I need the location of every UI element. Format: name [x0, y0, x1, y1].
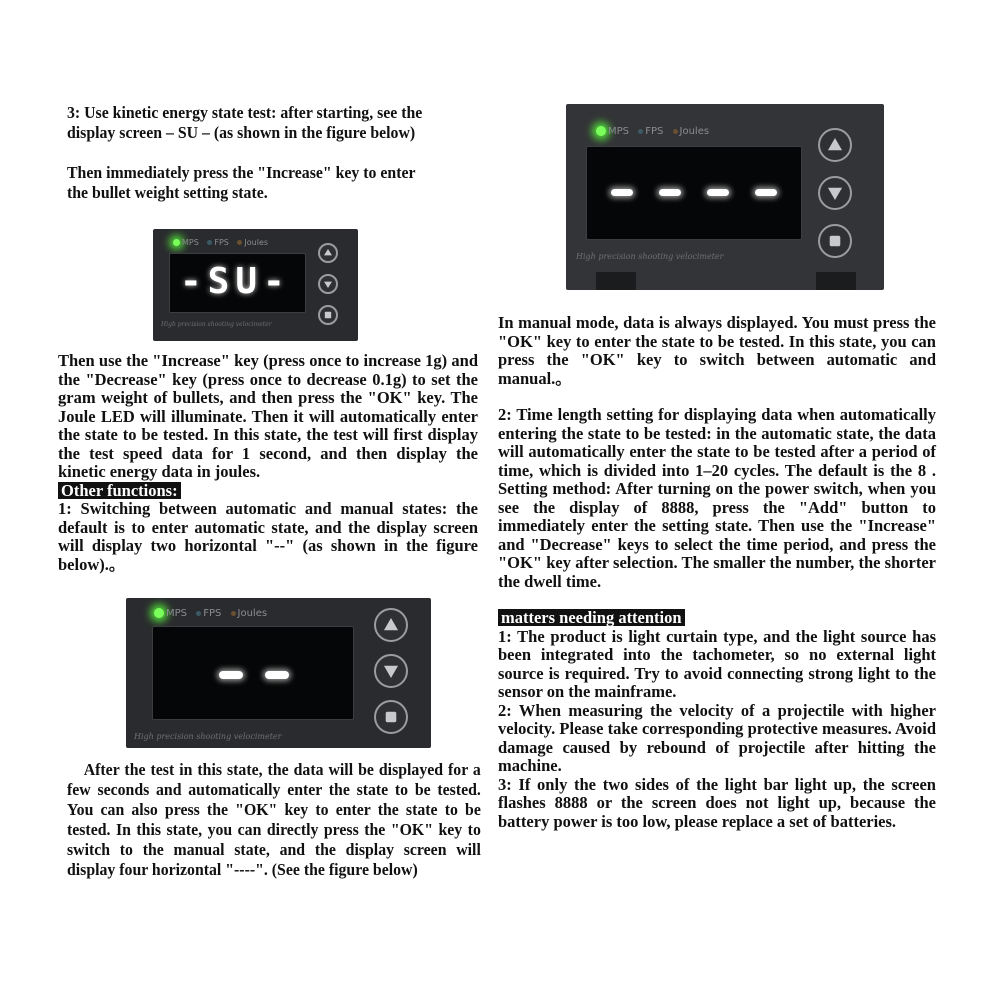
display-dash — [219, 671, 243, 679]
intro-line-1: 3: Use kinetic energy state test: after starting, see the — [67, 103, 423, 122]
intro-line-2: display screen – SU – (as shown in the figure below) — [67, 123, 416, 142]
time-length-text: 2: Time length setting for displaying data when automatically entering the state to be tested: in the automatic state, the data will automatically enter the state to be tested after a period of time, which is divided into 1–20 cycles. The default is the 8 . Setting method: After turning on the power switch, when you see the display of 8888, press the "Add" button to immediately enter the setting state. Then use the "Increase" and "Decrease" keys to select the time period, and press the "OK" key after selection. The smaller the number, the shorter the dwell time. — [498, 405, 936, 591]
decrease-button[interactable] — [374, 654, 408, 688]
display-screen — [152, 626, 354, 720]
device-photo-four-dashes — [566, 104, 884, 290]
decrease-button[interactable] — [818, 176, 852, 210]
mps-led-icon — [154, 608, 164, 618]
device-foot — [816, 272, 856, 290]
display-dash — [265, 671, 289, 679]
fps-led-icon — [196, 611, 201, 616]
manual-mode-text: In manual mode, data is always displayed. You must press the "OK" key to enter the state to be tested. In this state, you can press the "OK" key to switch between automatic and manual.。 — [498, 313, 936, 388]
other-functions-heading: Other functions: — [58, 482, 181, 499]
increase-button[interactable] — [818, 128, 852, 162]
decrease-button[interactable] — [318, 274, 338, 294]
right-column-text — [498, 314, 936, 831]
display-screen — [586, 146, 802, 240]
attention-note-1: 1: The product is light curtain type, and the light source has been integrated into the tachometer, so no external light source is required. Try to avoid connecting strong light to the sensor on the mainframe. — [498, 626, 936, 701]
mps-led-icon — [173, 239, 180, 246]
led-indicators: MPS FPS Joules — [154, 608, 267, 619]
led-indicators: MPS FPS Joules — [596, 126, 709, 137]
joules-led-icon — [231, 611, 236, 616]
kinetic-energy-intro — [67, 103, 481, 203]
attention-note-2: 2: When measuring the velocity of a projectile with higher velocity. Please take corresponding protective measures. Avoid damage caused by rebound of projectile after hitting the machine. — [498, 700, 936, 775]
joules-led-icon — [237, 240, 242, 245]
after-test-paragraph — [67, 760, 481, 880]
ok-button[interactable] — [374, 700, 408, 734]
increase-button[interactable] — [374, 608, 408, 642]
device-photo-su — [153, 229, 358, 341]
display-dash — [611, 189, 633, 196]
device-foot — [596, 272, 636, 290]
auto-manual-text: 1: Switching between automatic and manual states: the default is to enter automatic state, and the display screen will display two horizontal "--" (as shown in the figure below).。 — [58, 499, 478, 574]
fps-led-icon — [638, 129, 643, 134]
mps-led-icon — [596, 126, 606, 136]
led-indicators: MPS FPS Joules — [173, 238, 268, 247]
display-dash — [659, 189, 681, 196]
after-test-text: After the test in this state, the data will be displayed for a few seconds and automatically enter the state to be tested. You can also press the "OK" key to enter the state to be tested. In this state, you can directly press the "OK" key to switch to the manual state, and the display screen will display four horizontal "----". (See the figure below) — [67, 760, 481, 879]
attention-heading: matters needing attention — [498, 609, 685, 626]
display-dash — [755, 189, 777, 196]
display-dash — [707, 189, 729, 196]
device-photo-two-dashes — [126, 598, 431, 748]
ok-button[interactable] — [818, 224, 852, 258]
device-caption: High precision shooting velocimeter — [161, 321, 272, 328]
joules-led-icon — [673, 129, 678, 134]
gram-weight-text: Then use the "Increase" key (press once to increase 1g) and the "Decrease" key (press once to decrease 0.1g) to set the gram weight of bullets, and then press the "OK" key. The Joule LED will illuminate. Then it will automatically enter the state to be tested. In this state, the test will first display the test speed data for 1 second, and then display the kinetic energy data in joules. — [58, 351, 478, 481]
increase-button[interactable] — [318, 243, 338, 263]
device-caption: High precision shooting velocimeter — [576, 252, 724, 261]
ok-button[interactable] — [318, 305, 338, 325]
attention-note-3: 3: If only the two sides of the light bar light up, the screen flashes 8888 or the screen does not light up, because the battery power is too low, please replace a set of batteries. — [498, 774, 936, 831]
device-caption: High precision shooting velocimeter — [134, 732, 282, 741]
increase-key-line-1: Then immediately press the "Increase" key to enter — [67, 163, 416, 182]
fps-led-icon — [207, 240, 212, 245]
display-screen — [169, 253, 306, 313]
su-readout: -SU- — [180, 261, 291, 302]
increase-key-line-2: the bullet weight setting state. — [67, 183, 268, 202]
gram-weight-paragraph — [58, 352, 478, 574]
